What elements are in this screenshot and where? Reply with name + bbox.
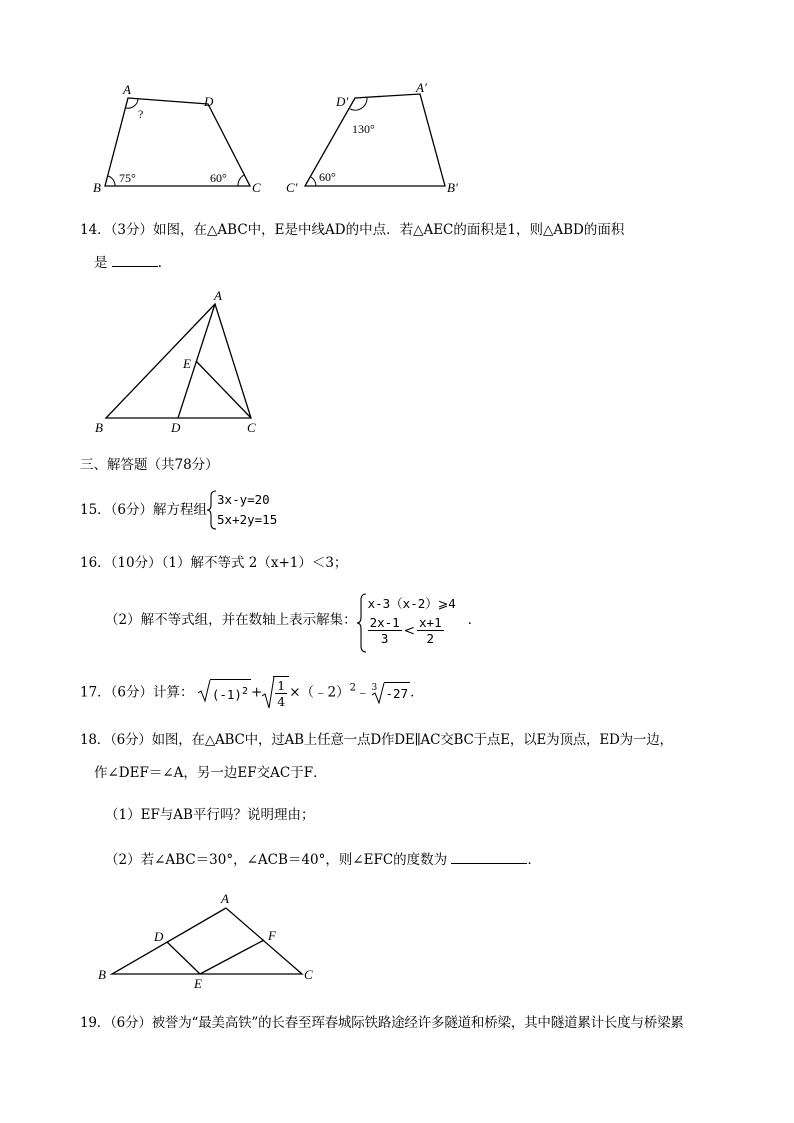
inequality-2 (368, 615, 456, 646)
angle-a-value: ? (138, 107, 144, 121)
inequality-1: x-3（x-2）⩾4 (367, 596, 456, 611)
equation-2: 5x+2y=15 (217, 512, 278, 527)
label-a: A (214, 288, 222, 303)
label-d: D (154, 929, 164, 944)
label-d-prime: D′ (336, 94, 349, 109)
rad1-exponent: 2 (241, 686, 248, 698)
question-18-line-1: 18．（6分）如图，在△ABC中，过AB上任意一点D作DE∥AC交BC于点E，以E为顶点，ED为一边， (80, 732, 673, 748)
equation-system (207, 490, 277, 530)
q18-sub2-suffix: ． (527, 852, 541, 868)
question-14-line-1: 14．（3分）如图，在△ABC中，E是中线AD的中点．若△AEC的面积是1，则△ABD的面积 (80, 222, 625, 238)
section-3-heading: 三、解答题（共78分） (80, 457, 219, 473)
label-b-prime: B′ (447, 180, 458, 195)
fraction-left: $\frac{2x-1}{3}$ (369, 615, 400, 646)
cube-root (370, 682, 411, 704)
rad1-base: (-1) (211, 687, 242, 703)
sqrt-1 (198, 679, 251, 705)
label-c-prime: C′ (286, 180, 298, 195)
segment-ef (200, 940, 264, 974)
label-a: A (221, 891, 229, 906)
label-d: D (204, 94, 214, 109)
q17-end: ． (410, 684, 424, 701)
angle-b-value: 75° (119, 171, 136, 185)
left-brace-icon (207, 490, 217, 530)
q17-times: ×（﹣2） (289, 684, 350, 701)
label-e: E (194, 976, 202, 991)
sqrt-fraction (262, 676, 289, 709)
triangle-abc (106, 304, 251, 418)
question-15 (80, 490, 277, 530)
q16-part-2-text: （2）解不等式组，并在数轴上表示解集： (105, 611, 357, 628)
figure-quadrilaterals (90, 78, 470, 198)
radical-sign-icon (198, 679, 212, 703)
label-a: A (123, 82, 131, 97)
equation-1: 3x-y=20 (217, 492, 270, 507)
label-e: E (183, 356, 191, 371)
question-18-sub-1: （1）EF与AB平行吗？说明理由； (105, 807, 315, 823)
angle-c-value: 60° (210, 171, 227, 185)
label-c: C (304, 967, 313, 982)
fraction-one-quarter: $\frac{1}{4}$ (277, 678, 286, 709)
question-16-part-1: 16．（10分）（1）解不等式 2（x+1）＜3； (80, 555, 348, 571)
angle-d-prime-value: 130° (352, 122, 375, 136)
q14-answer-blank[interactable] (112, 266, 158, 267)
left-brace-icon (357, 593, 367, 653)
radical-sign-icon (372, 682, 386, 704)
q18-sub2-prefix: （2）若∠ABC＝30°，∠ACB＝40°，则∠EFC的度数为 (105, 852, 448, 868)
label-b: B (95, 420, 103, 435)
label-d: D (171, 420, 181, 435)
radical-sign-icon (262, 676, 276, 710)
question-17 (80, 676, 424, 709)
q16-end: ． (467, 611, 482, 628)
angle-arc-c (238, 175, 244, 186)
question-18-sub-2 (105, 850, 541, 870)
q17-exponent-2: 2 (349, 682, 357, 694)
rad3-value: -27 (384, 682, 411, 704)
label-c: C (247, 420, 256, 435)
angle-c-prime-value: 60° (319, 170, 336, 184)
fraction-right: $\frac{x+1}{2}$ (419, 615, 442, 646)
plus-sign: + (250, 684, 263, 701)
question-14-line-2 (94, 253, 171, 273)
label-b: B (93, 180, 101, 195)
cube-root-index: 3 (371, 682, 378, 693)
q14-suffix: ． (157, 255, 172, 271)
q14-prefix: 是 (94, 255, 108, 271)
figure-triangle-parallel (90, 888, 330, 992)
less-than-sign: < (403, 622, 416, 639)
label-f: F (268, 928, 276, 943)
segment-ec (196, 361, 251, 418)
inequality-system (357, 593, 456, 646)
question-18-line-2: 作∠DEF＝∠A，另一边EF交AC于F． (94, 765, 327, 781)
q18-answer-blank[interactable] (451, 863, 527, 864)
question-19-line-1: 19．（6分）被誉为“最美高铁”的长春至珲春城际铁路途经许多隧道和桥梁，其中隧道累计长度与桥梁累 (80, 1015, 684, 1031)
segment-de (167, 942, 200, 974)
minus-sign: ﹣ (356, 684, 370, 701)
q17-label: 17．（6分）计算： (80, 684, 194, 701)
q15-label: 15．（6分）解方程组 (80, 502, 208, 518)
angle-arc-c-prime (311, 177, 316, 186)
label-b: B (98, 967, 106, 982)
label-c: C (252, 180, 261, 195)
angle-arc-b (108, 176, 115, 186)
question-16-part-2 (105, 593, 481, 646)
label-a-prime: A′ (416, 80, 427, 95)
figure-triangle-abc-median (90, 288, 280, 436)
